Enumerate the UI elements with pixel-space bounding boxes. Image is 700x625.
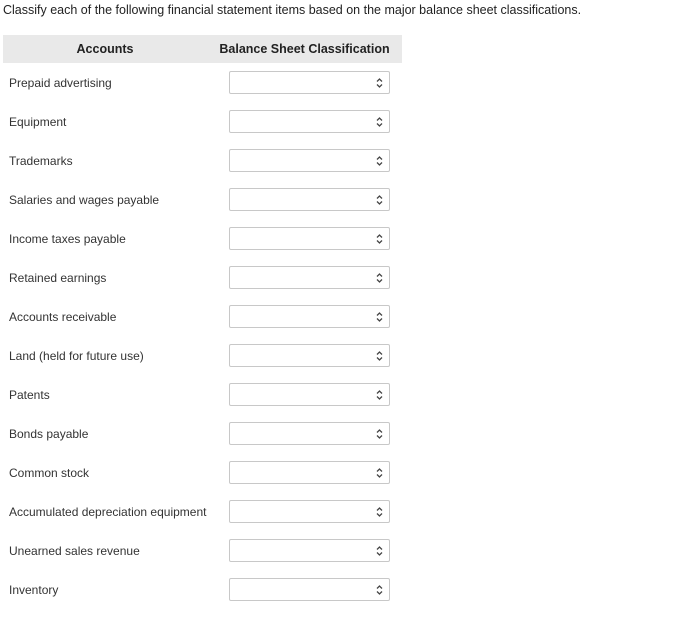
up-down-chevron-icon — [376, 350, 383, 362]
instruction-text: Classify each of the following financial statement items based on the major balance sheet classifications. — [3, 3, 582, 17]
classification-dropdown[interactable] — [229, 305, 390, 328]
classification-dropdown[interactable] — [229, 578, 390, 601]
account-label: Accounts receivable — [9, 309, 117, 324]
classification-dropdown[interactable] — [229, 422, 390, 445]
classification-dropdown[interactable] — [229, 539, 390, 562]
account-label: Bonds payable — [9, 426, 89, 441]
table-row — [3, 141, 402, 180]
account-label: Income taxes payable — [9, 231, 126, 246]
classification-dropdown[interactable] — [229, 188, 390, 211]
up-down-chevron-icon — [376, 233, 383, 245]
table-header — [3, 35, 402, 63]
table-row — [3, 336, 402, 375]
account-label: Retained earnings — [9, 270, 107, 285]
classification-dropdown[interactable] — [229, 266, 390, 289]
table-row — [3, 63, 402, 102]
up-down-chevron-icon — [376, 272, 383, 284]
classification-dropdown[interactable] — [229, 149, 390, 172]
table-row — [3, 531, 402, 570]
up-down-chevron-icon — [376, 545, 383, 557]
table-row — [3, 258, 402, 297]
up-down-chevron-icon — [376, 77, 383, 89]
up-down-chevron-icon — [376, 389, 383, 401]
table-row — [3, 102, 402, 141]
table-row — [3, 570, 402, 609]
table-row — [3, 453, 402, 492]
up-down-chevron-icon — [376, 155, 383, 167]
table-body — [3, 63, 402, 609]
table-row — [3, 375, 402, 414]
account-label: Patents — [9, 387, 50, 402]
account-label: Trademarks — [9, 153, 73, 168]
up-down-chevron-icon — [376, 116, 383, 128]
classification-dropdown[interactable] — [229, 344, 390, 367]
classification-dropdown[interactable] — [229, 461, 390, 484]
up-down-chevron-icon — [376, 467, 383, 479]
header-balance-sheet-classification: Balance Sheet Classification — [219, 42, 390, 56]
table-row — [3, 219, 402, 258]
account-label: Salaries and wages payable — [9, 192, 160, 207]
up-down-chevron-icon — [376, 428, 383, 440]
table-row — [3, 414, 402, 453]
account-label: Land (held for future use) — [9, 348, 144, 363]
account-label: Equipment — [9, 114, 67, 129]
classification-table — [3, 35, 402, 609]
account-label: Common stock — [9, 465, 90, 480]
table-row — [3, 492, 402, 531]
table-row — [3, 297, 402, 336]
classification-dropdown[interactable] — [229, 383, 390, 406]
up-down-chevron-icon — [376, 506, 383, 518]
account-label: Accumulated depreciation equipment — [9, 504, 207, 519]
classification-dropdown[interactable] — [229, 110, 390, 133]
up-down-chevron-icon — [376, 311, 383, 323]
classification-dropdown[interactable] — [229, 227, 390, 250]
up-down-chevron-icon — [376, 584, 383, 596]
classification-dropdown[interactable] — [229, 71, 390, 94]
account-label: Unearned sales revenue — [9, 543, 140, 558]
classification-dropdown[interactable] — [229, 500, 390, 523]
account-label: Inventory — [9, 582, 59, 597]
account-label: Prepaid advertising — [9, 75, 112, 90]
table-row — [3, 180, 402, 219]
up-down-chevron-icon — [376, 194, 383, 206]
header-accounts: Accounts — [76, 42, 134, 56]
